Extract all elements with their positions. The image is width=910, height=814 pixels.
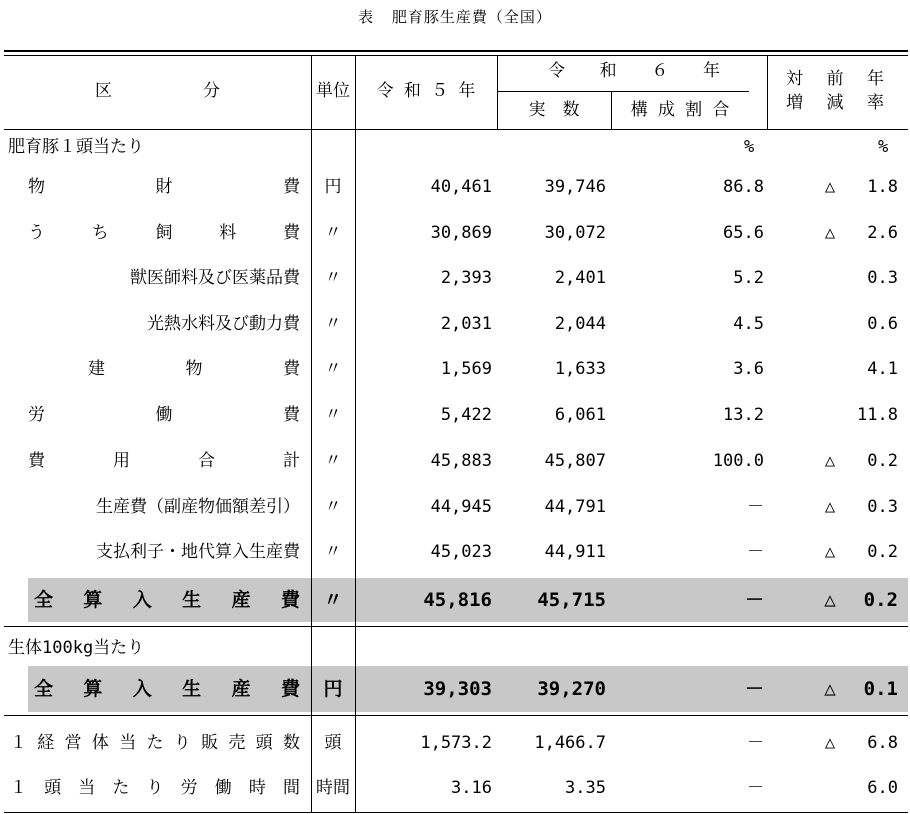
row-prev-year: 1,573.2 <box>420 733 492 753</box>
header-yoy-line2: 増 減 率 <box>786 93 884 113</box>
row-change: 0.2 <box>867 542 898 562</box>
rule-section-2-end <box>4 715 908 716</box>
rule-top-2 <box>4 55 908 56</box>
row-decrease-mark: △ <box>824 497 836 517</box>
rule-yoy-split <box>767 55 768 129</box>
row-label: 獣医師料及び医薬品費 <box>130 268 300 288</box>
row-share: － <box>747 497 764 517</box>
row-change: 0.3 <box>867 497 898 517</box>
row-prev-year: 3.16 <box>451 778 492 798</box>
row-unit: 〃 <box>324 314 342 334</box>
row-curr-actual: 2,044 <box>554 314 606 334</box>
row-label: 支払利子・地代算入生産費 <box>96 542 300 562</box>
percent-mark-share: % <box>744 137 755 157</box>
row-label: 生産費（副産物価額差引） <box>96 497 300 517</box>
row-change: 11.8 <box>857 405 898 425</box>
row-label: 全 算 入 生 産 費 <box>34 678 300 700</box>
row-prev-year: 30,869 <box>430 223 492 243</box>
row-decrease-mark: △ <box>824 589 836 611</box>
row-curr-actual: 2,401 <box>554 268 606 288</box>
row-curr-actual: 39,746 <box>544 177 606 197</box>
row-unit: 頭 <box>324 733 342 753</box>
row-share: － <box>747 733 764 753</box>
header-curr-year: 令 和 ６ 年 <box>548 61 720 81</box>
row-share: 86.8 <box>723 177 764 197</box>
title-word-1: 表 <box>358 8 375 26</box>
row-unit: 〃 <box>324 497 342 517</box>
rule-section-1-end <box>4 626 908 627</box>
table-title <box>0 6 910 27</box>
row-curr-actual: 1,633 <box>554 359 606 379</box>
row-prev-year: 2,031 <box>440 314 492 334</box>
row-unit: 〃 <box>323 589 343 611</box>
rule-bottom <box>4 812 908 813</box>
row-curr-actual: 45,807 <box>544 451 606 471</box>
row-unit: 〃 <box>324 359 342 379</box>
row-curr-actual: 1,466.7 <box>534 733 606 753</box>
header-composition: 構 成 割 合 <box>630 100 730 120</box>
row-unit: 〃 <box>324 268 342 288</box>
row-unit: 〃 <box>324 223 342 243</box>
row-change: 4.1 <box>867 359 898 379</box>
row-share: 3.6 <box>733 359 764 379</box>
row-share: 100.0 <box>712 451 764 471</box>
row-label: 労 働 費 <box>28 405 300 425</box>
row-change: 0.6 <box>867 314 898 334</box>
row-share: 5.2 <box>733 268 764 288</box>
row-label: 建 物 費 <box>88 359 300 379</box>
row-decrease-mark: △ <box>824 733 836 753</box>
row-curr-actual: 39,270 <box>537 678 606 700</box>
percent-mark-change: % <box>878 137 889 157</box>
row-decrease-mark: △ <box>824 542 836 562</box>
rule-header-bottom <box>4 129 908 130</box>
row-label: う ち 飼 料 費 <box>28 223 300 243</box>
row-prev-year: 45,816 <box>423 589 492 611</box>
row-curr-actual: 30,072 <box>544 223 606 243</box>
rule-header-mid <box>497 91 749 92</box>
title-word-2: 肥育豚生産費（全国） <box>391 8 552 26</box>
row-curr-actual: 3.35 <box>565 778 606 798</box>
header-category: 区 分 <box>95 81 220 101</box>
row-change: 0.2 <box>863 589 898 611</box>
row-unit: 〃 <box>324 451 342 471</box>
row-share: － <box>744 589 764 611</box>
row-curr-actual: 44,911 <box>544 542 606 562</box>
row-change: 6.0 <box>867 778 898 798</box>
row-label: 光熱水料及び動力費 <box>147 314 300 334</box>
row-unit: 〃 <box>324 542 342 562</box>
section-label-per-head: 肥育豚１頭当たり <box>8 137 144 157</box>
row-share: 13.2 <box>723 405 764 425</box>
row-curr-actual: 45,715 <box>537 589 606 611</box>
row-curr-actual: 6,061 <box>554 405 606 425</box>
header-actual: 実 数 <box>528 100 580 120</box>
row-decrease-mark: △ <box>824 177 836 197</box>
row-unit: 時間 <box>316 778 350 798</box>
row-prev-year: 44,945 <box>430 497 492 517</box>
row-label: 全 算 入 生 産 費 <box>34 589 300 611</box>
row-prev-year: 40,461 <box>430 177 492 197</box>
row-prev-year: 5,422 <box>440 405 492 425</box>
row-prev-year: 45,883 <box>430 451 492 471</box>
header-prev-year: 令 和 ５ 年 <box>376 81 476 101</box>
row-share: 65.6 <box>723 223 764 243</box>
row-label: １ 経 営 体 当 た り 販 売 頭 数 <box>10 733 300 753</box>
header-yoy-line1: 対 前 年 <box>786 69 884 89</box>
row-change: 0.1 <box>863 678 898 700</box>
row-decrease-mark: △ <box>824 223 836 243</box>
row-decrease-mark: △ <box>824 678 836 700</box>
row-unit: 〃 <box>324 405 342 425</box>
row-change: 0.3 <box>867 268 898 288</box>
row-share: － <box>747 542 764 562</box>
rule-top <box>4 50 908 52</box>
row-share: 4.5 <box>733 314 764 334</box>
row-decrease-mark: △ <box>824 451 836 471</box>
row-change: 6.8 <box>867 733 898 753</box>
row-prev-year: 2,393 <box>440 268 492 288</box>
row-unit: 円 <box>323 678 343 700</box>
row-prev-year: 45,023 <box>430 542 492 562</box>
row-change: 2.6 <box>867 223 898 243</box>
row-curr-actual: 44,791 <box>544 497 606 517</box>
row-share: － <box>744 678 764 700</box>
row-label: １ 頭 当 た り 労 働 時 間 <box>10 778 300 798</box>
row-prev-year: 1,569 <box>440 359 492 379</box>
row-change: 1.8 <box>867 177 898 197</box>
row-prev-year: 39,303 <box>423 678 492 700</box>
row-share: － <box>747 778 764 798</box>
header-unit: 単位 <box>316 81 350 101</box>
section-label-per-100kg: 生体100kg当たり <box>8 638 145 658</box>
row-label: 費 用 合 計 <box>28 451 300 471</box>
row-unit: 円 <box>324 177 342 197</box>
row-change: 0.2 <box>867 451 898 471</box>
row-label: 物 財 費 <box>28 177 300 197</box>
